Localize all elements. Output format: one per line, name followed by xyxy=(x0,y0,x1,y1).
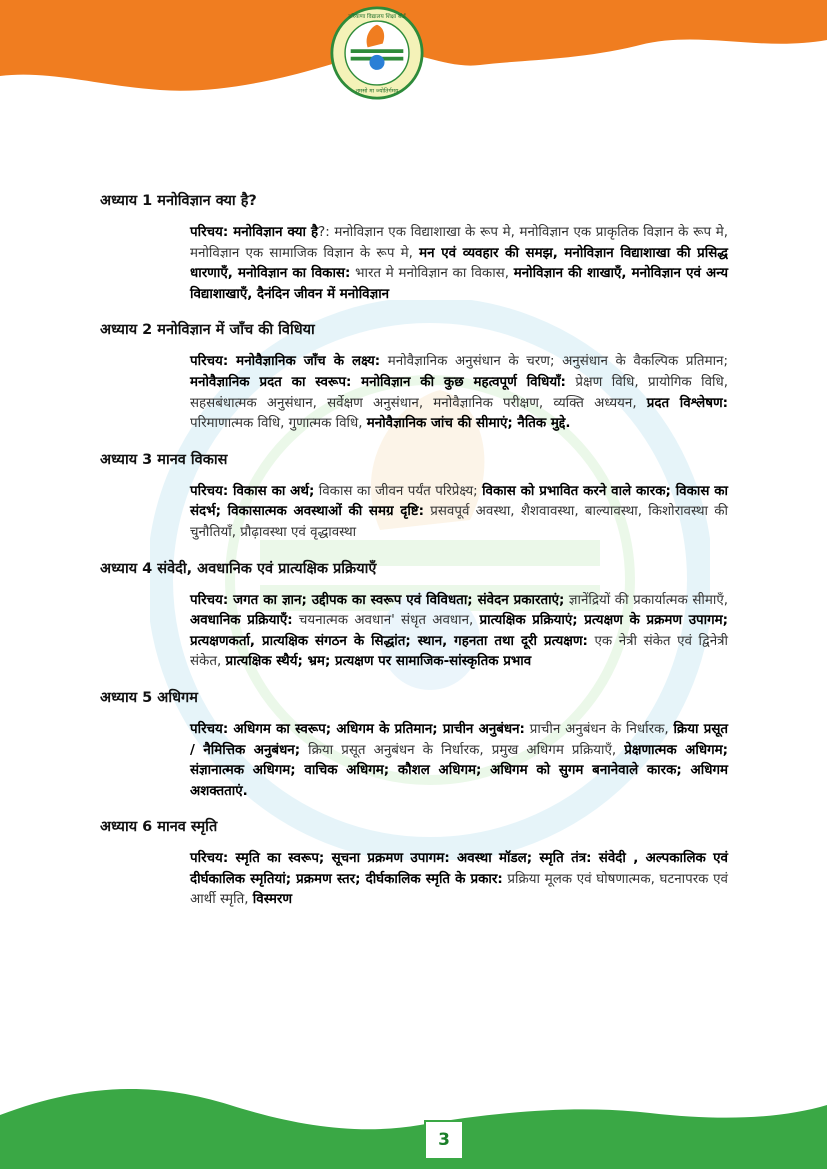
topic-text: प्रसवपूर्व अवस्था, शैशवावस्था, बाल्यावस्था, किशोरावस्था की चुनौतियाँ, प्रौढ़ावस्था एवं वृद्धावस्था xyxy=(190,504,728,540)
topic-bold: विकास को प्रभावित करने वाले कारक; विकास का संदर्भ; विकासात्मक अवस्थाओं की समग्र दृष्टि: xyxy=(190,483,729,520)
topic-text: चयनात्मक अवधान' संधृत अवधान, xyxy=(292,613,480,629)
syllabus-content xyxy=(100,190,728,925)
topic-text: भारत मे मनोविज्ञान का विकास, xyxy=(350,266,514,282)
chapter-title: अध्याय 3 मानव विकास xyxy=(100,451,228,468)
topic-bold: प्रात्यक्षिक स्थैर्य; भ्रम; प्रत्यक्षण पर सामाजिक-सांस्कृतिक प्रभाव xyxy=(225,654,532,670)
chapter-description xyxy=(190,849,728,911)
topic-bold: परिचय: जगत का ज्ञान; उद्दीपक का स्वरूप एवं विविधता; संवेदन प्रकारताएं; xyxy=(190,592,565,608)
chapter-section xyxy=(100,687,728,802)
topic-bold: क्रिया प्रसूत / नैमित्तिक अनुबंधन; xyxy=(190,721,728,758)
topic-bold: मन एवं व्यवहार की समझ, मनोविज्ञान विद्याशाखा की प्रसिद्ध धारणाएँ, मनोविज्ञान का विकास: xyxy=(190,245,728,282)
page-number: 3 xyxy=(424,1120,464,1160)
topic-bold: परिचय: स्मृति का स्वरूप; सूचना प्रक्रमण उपागम: अवस्था मॉडल; स्मृति तंत्र: संवेदी , अल्पकालिक एवं दीर्घकालिक स्मृतियां; प्रक्रमण स्तर; दीर्घकालिक स्मृति के प्रकार: xyxy=(190,851,728,887)
topic-bold: प्रात्यक्षिक प्रक्रियाएं; प्रत्यक्षण के प्रक्रमण उपागम; प्रत्यक्षणकर्ता, प्रात्यक्षिक संगठन के सिद्धांत; स्थान, गहनता तथा दूरी प्रत्यक्षण: xyxy=(190,613,729,649)
logo-bottom-text: तमसो मा ज्योतिर्गमय xyxy=(355,88,399,95)
topic-bold: मनोवैज्ञानिक प्रदत का स्वरूप: मनोविज्ञान की कुछ महत्वपूर्ण विधियाँ: xyxy=(190,374,566,390)
chapter-section xyxy=(100,449,728,544)
topic-bold: प्रदत विश्लेषण: xyxy=(646,395,729,411)
chapter-section xyxy=(100,558,728,673)
chapter-description xyxy=(190,223,728,305)
topic-bold: परिचय: विकास का अर्थ; xyxy=(190,483,315,499)
chapter-description xyxy=(190,482,728,544)
topic-text: क्रिया प्रसूत अनुबंधन के निर्धारक, प्रमुख अधिगम प्रक्रियाएँ, xyxy=(300,742,625,758)
chapter-title: अध्याय 4 संवेदी, अवधानिक एवं प्रात्यक्षिक प्रक्रियाएँ xyxy=(100,560,377,577)
chapter-title: अध्याय 2 मनोविज्ञान में जाँच की विधिया xyxy=(100,322,315,339)
topic-text: परिमाणात्मक विधि, गुणात्मक विधि, xyxy=(190,416,367,432)
topic-text: प्रक्रिया मूलक एवं घोषणात्मक, घटनापरक एवं आर्थी स्मृति, xyxy=(190,871,728,908)
topic-text: ?: मनोविज्ञान एक विद्याशाखा के रूप मे, मनोविज्ञान एक प्राकृतिक विज्ञान के रूप मे, मनोविज्ञान एक सामाजिक विज्ञान के रूप मे, xyxy=(190,225,728,261)
topic-bold: परिचय: मनोवैज्ञानिक जाँच के लक्ष्य: xyxy=(190,354,381,370)
chapter-title: अध्याय 1 मनोविज्ञान क्या है? xyxy=(100,193,257,209)
chapter-description xyxy=(190,352,728,434)
chapter-description xyxy=(190,720,728,802)
topic-text: प्रेक्षण विधि, प्रायोगिक विधि, सहसबंधात्मक अनुसंधान, सर्वेक्षण अनुसंधान, मनोवैज्ञानिक परीक्षण, व्यक्ति अध्ययन, xyxy=(190,374,728,411)
chapter-section xyxy=(100,319,728,434)
topic-bold: परिचय: मनोविज्ञान क्या है xyxy=(190,225,319,240)
topic-bold: परिचय: अधिगम का स्वरूप; अधिगम के प्रतिमान; प्राचीन अनुबंधन: xyxy=(190,721,525,737)
topic-text: ज्ञानेंद्रियों की प्रकार्यात्मक सीमाएँ, xyxy=(564,592,728,608)
logo-top-text: हरियाणा विद्यालय शिक्षा बोर्ड xyxy=(348,14,406,21)
topic-bold: मनोविज्ञान की शाखाएँ, मनोविज्ञान एवं अन्य विद्याशाखाएँ, दैनंदिन जीवन में मनोविज्ञान xyxy=(190,266,728,302)
chapter-section xyxy=(100,816,728,911)
topic-bold: अवधानिक प्रक्रियाएँ: xyxy=(190,613,293,629)
chapter-title: अध्याय 5 अधिगम xyxy=(100,689,198,706)
topic-text: मनोवैज्ञानिक अनुसंधान के चरण; अनुसंधान के वैकल्पिक प्रतिमान; xyxy=(380,354,728,370)
topic-bold: प्रेक्षणात्मक अधिगम; संज्ञानात्मक अधिगम; वाचिक अधिगम; कौशल अधिगम; अधिगम को सुगम बनानेवाले कारक; अधिगम अशक्तताएं. xyxy=(190,742,728,799)
footer-wave xyxy=(0,1075,827,1169)
topic-bold: मनोवैज्ञानिक जांच की सीमाएं; नैतिक मुद्दे. xyxy=(366,416,571,432)
topic-text: एक नेत्री संकेत एवं द्विनेत्री संकेत, xyxy=(190,633,728,670)
topic-text: प्राचीन अनुबंधन के निर्धारक, xyxy=(524,721,674,737)
topic-text: विकास का जीवन पर्यंत परिप्रेक्ष्य; xyxy=(314,483,483,499)
chapter-section xyxy=(100,190,728,305)
topic-bold: विस्मरण xyxy=(252,892,293,908)
chapter-description xyxy=(190,591,728,673)
chapter-title: अध्याय 6 मानव स्मृति xyxy=(100,819,218,836)
board-emblem-icon xyxy=(330,6,424,100)
